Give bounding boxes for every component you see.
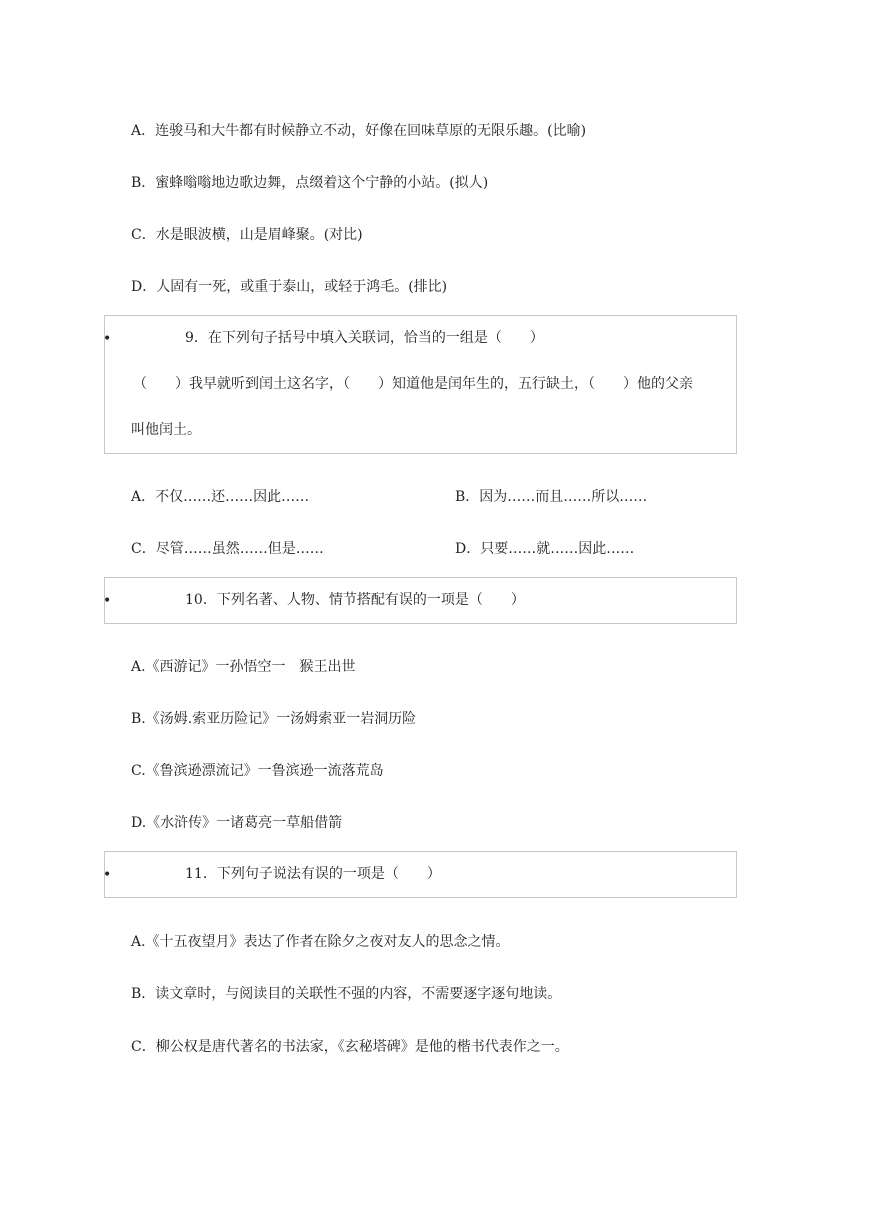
option-c: C．水是眼波横，山是眉峰聚。(对比)	[131, 227, 363, 243]
q10-option-d: D.《水浒传》一诸葛亮一草船借箭	[131, 815, 343, 831]
q11-option-a: A.《十五夜望月》表达了作者在除夕之夜对友人的思念之情。	[131, 934, 510, 950]
option-b: B．蜜蜂嗡嗡地边歌边舞，点缀着这个宁静的小站。(拟人)	[131, 175, 489, 191]
q9-option-a: A．不仅……还……因此……	[131, 489, 310, 505]
option-a: A．连骏马和大牛都有时候静立不动，好像在回味草原的无限乐趣。(比喻)	[131, 123, 587, 139]
question-9-sentence: （ ）我早就听到闰土这名字，（ ）知道他是闰年生的，五行缺土，（ ）他的父亲	[133, 376, 693, 392]
question-10-stem: 10．下列名著、人物、情节搭配有误的一项是（ ）	[185, 592, 525, 608]
q9-option-b: B．因为……而且……所以……	[455, 489, 648, 505]
q10-option-a: A.《西游记》一孙悟空一 猴王出世	[131, 659, 356, 675]
question-10-bullet: •	[103, 593, 112, 609]
question-11-stem: 11．下列句子说法有误的一项是（ ）	[185, 866, 441, 882]
q9-option-d: D．只要……就……因此……	[455, 541, 635, 557]
q11-option-b: B．读文章时，与阅读目的关联性不强的内容，不需要逐字逐句地读。	[131, 986, 562, 1002]
question-9-stem: 9．在下列句子括号中填入关联词，恰当的一组是（ ）	[185, 330, 544, 346]
q10-option-b: B.《汤姆.索亚历险记》一汤姆索亚一岩洞历险	[131, 711, 417, 727]
option-d: D．人固有一死，或重于泰山，或轻于鸿毛。(排比)	[131, 279, 448, 295]
question-9-sentence-cont: 叫他闰土。	[131, 422, 201, 438]
q9-option-c: C．尽管……虽然……但是……	[131, 541, 324, 557]
q10-option-c: C.《鲁滨逊漂流记》一鲁滨逊一流落荒岛	[131, 763, 384, 779]
q11-option-c: C．柳公权是唐代著名的书法家，《玄秘塔碑》是他的楷书代表作之一。	[131, 1039, 569, 1055]
question-9-bullet: •	[103, 331, 112, 347]
question-11-bullet: •	[103, 867, 112, 883]
